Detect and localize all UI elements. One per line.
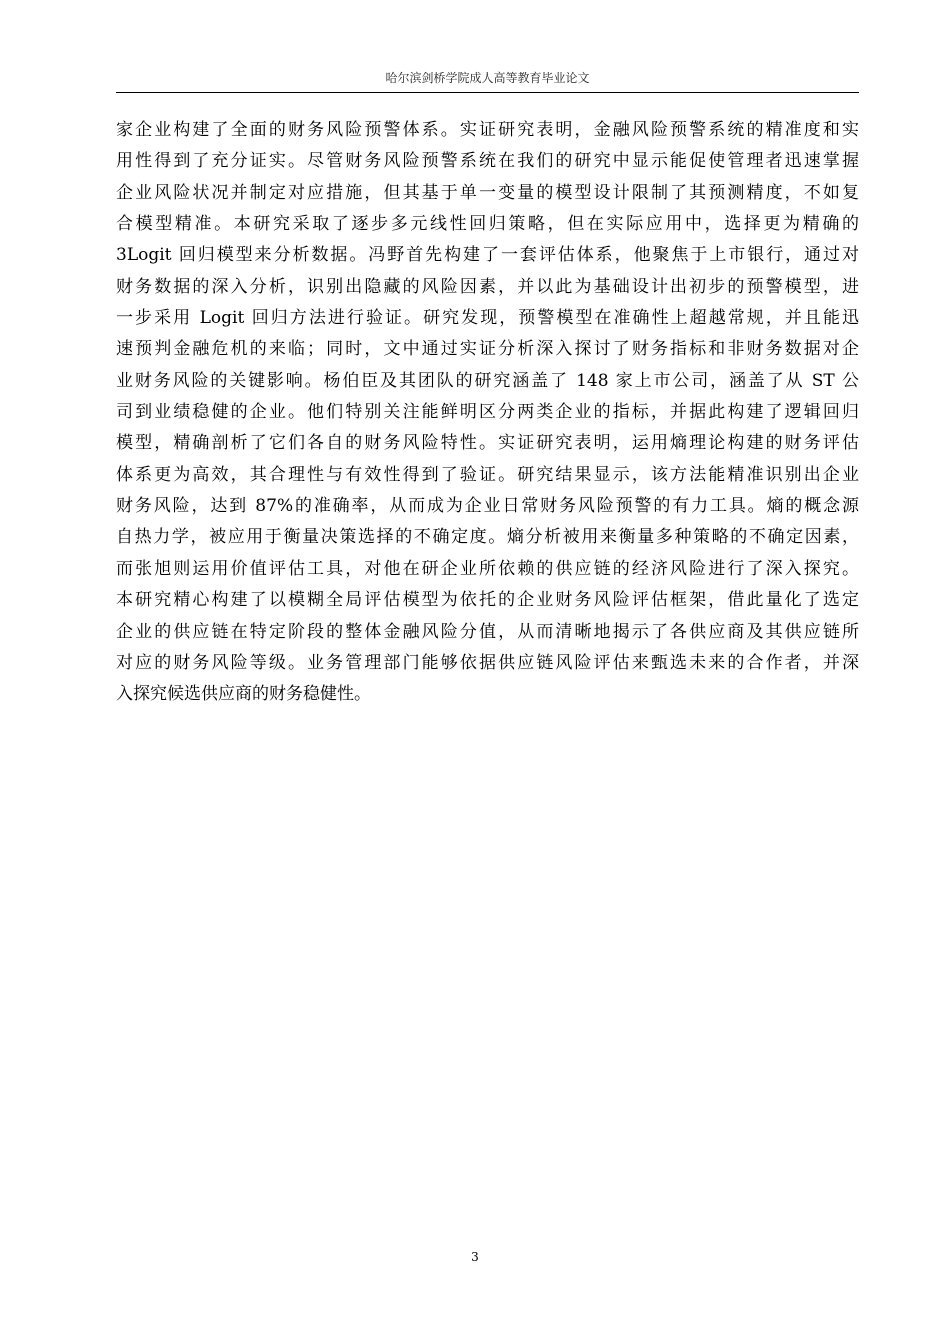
text-line-9: 业财务风险的关键影响。杨伯臣及其团队的研究涵盖了 148 家上市公司，涵盖了从 ST 公 xyxy=(116,370,859,391)
text-line-7: 一步采用 Logit 回归方法进行验证。研究发现，预警模型在准确性上超越常规，并且能迅 xyxy=(116,308,859,329)
body-paragraph xyxy=(116,115,859,711)
text-line-8: 速预判金融危机的来临；同时，文中通过实证分析深入探讨了财务指标和非财务数据对企 xyxy=(116,339,859,360)
text-line-16: 本研究精心构建了以模糊全局评估模型为依托的企业财务风险评估框架，借此量化了选定 xyxy=(116,590,859,611)
text-line-11: 模型，精确剖析了它们各自的财务风险特性。实证研究表明，运用熵理论构建的财务评估 xyxy=(116,433,859,454)
text-line-1: 家企业构建了全面的财务风险预警体系。实证研究表明，金融风险预警系统的精准度和实 xyxy=(116,120,859,140)
text-line-10: 司到业绩稳健的企业。他们特别关注能鲜明区分两类企业的指标，并据此构建了逻辑回归 xyxy=(116,402,859,423)
text-line-6: 财务数据的深入分析，识别出隐藏的风险因素，并以此为基础设计出初步的预警模型，进 xyxy=(116,276,859,297)
text-line-13: 财务风险，达到 87%的准确率，从而成为企业日常财务风险预警的有力工具。熵的概念源 xyxy=(116,496,859,517)
text-line-17: 企业的供应链在特定阶段的整体金融风险分值，从而清晰地揭示了各供应商及其供应链所 xyxy=(116,621,859,642)
text-line-4: 合模型精准。本研究采取了逐步多元线性回归策略，但在实际应用中，选择更为精确的 xyxy=(116,214,859,235)
text-line-5: 3Logit 回归模型来分析数据。冯野首先构建了一套评估体系，他聚焦于上市银行，通过对 xyxy=(116,245,859,266)
header-title: 哈尔滨剑桥学院成人高等教育毕业论文 xyxy=(385,71,590,85)
text-line-15: 而张旭则运用价值评估工具，对他在研企业所依赖的供应链的经济风险进行了深入探究。 xyxy=(116,558,859,579)
text-line-14: 自热力学，被应用于衡量决策选择的不确定度。熵分析被用来衡量多种策略的不确定因素， xyxy=(116,527,859,548)
text-line-12: 体系更为高效，其合理性与有效性得到了验证。研究结果显示，该方法能精准识别出企业 xyxy=(116,464,859,485)
text-line-18: 对应的财务风险等级。业务管理部门能够依据供应链风险评估来甄选未来的合作者，并深 xyxy=(116,652,859,673)
running-header xyxy=(116,70,859,93)
text-line-2: 用性得到了充分证实。尽管财务风险预警系统在我们的研究中显示能促使管理者迅速掌握 xyxy=(116,151,859,172)
text-line-19: 入探究候选供应商的财务稳健性。 xyxy=(116,684,371,705)
text-line-3: 企业风险状况并制定对应措施，但其基于单一变量的模型设计限制了其预测精度，不如复 xyxy=(116,182,859,203)
page-number: 3 xyxy=(471,1250,479,1264)
